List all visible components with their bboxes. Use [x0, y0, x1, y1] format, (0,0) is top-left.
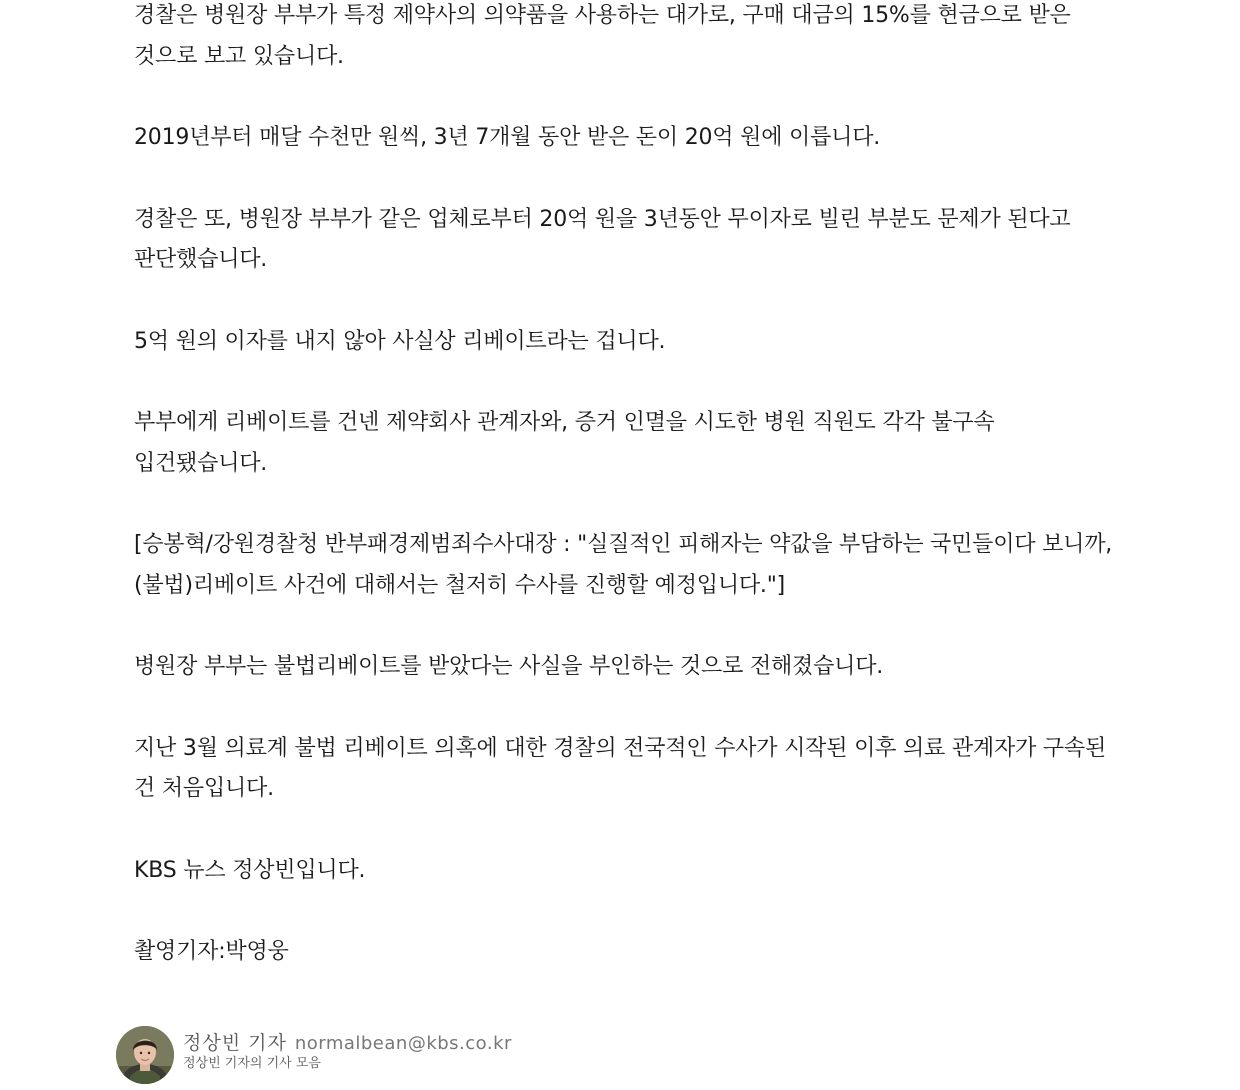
byline-name-row [183, 1028, 512, 1055]
reporter-byline [116, 1026, 716, 1086]
reporter-email[interactable]: normalbean@kbs.co.kr [294, 1033, 512, 1054]
article-paragraph: 2019년부터 매달 수천만 원씩, 3년 7개월 동안 받은 돈이 20억 원에 이릅니다. [134, 125, 881, 150]
article-signoff: KBS 뉴스 정상빈입니다. [134, 857, 366, 883]
article-quote: [승봉혁/강원경찰청 반부패경제범죄수사대장 : "실질적인 피해자는 약값을 부담하는 국민들이다 보니까, (불법)리베이트 사건에 대해서는 철저히 수사를 진행할 예정입니다."] [134, 532, 1113, 598]
article-body [134, 0, 1114, 1014]
article-paragraph: 경찰은 병원장 부부가 특정 제약사의 의약품을 사용하는 대가로, 구매 대금의 15%를 현금으로 받은 것으로 보고 있습니다. [134, 3, 1071, 69]
reporter-name: 정상빈 기자 [183, 1032, 287, 1054]
article-paragraph: 부부에게 리베이트를 건넨 제약회사 관계자와, 증거 인멸을 시도한 병원 직원도 각각 불구속 입건됐습니다. [134, 410, 995, 476]
article-paragraph: 병원장 부부는 불법리베이트를 받았다는 사실을 부인하는 것으로 전해졌습니다. [134, 654, 884, 679]
article-paragraph: 경찰은 또, 병원장 부부가 같은 업체로부터 20억 원을 3년동안 무이자로 빌린 부분도 문제가 된다고 판단했습니다. [134, 206, 1071, 272]
camera-credit: 촬영기자:박영웅 [134, 939, 289, 964]
avatar-photo-icon [116, 1026, 174, 1084]
article-paragraph: 지난 3월 의료계 불법 리베이트 의혹에 대한 경찰의 전국적인 수사가 시작된 이후 의료 관계자가 구속된 건 처음입니다. [134, 735, 1107, 801]
article-paragraph: 5억 원의 이자를 내지 않아 사실상 리베이트라는 겁니다. [134, 328, 666, 354]
reporter-avatar[interactable] [116, 1026, 174, 1084]
reporter-articles-link[interactable]: 정상빈 기자의 기사 모음 [183, 1056, 321, 1071]
